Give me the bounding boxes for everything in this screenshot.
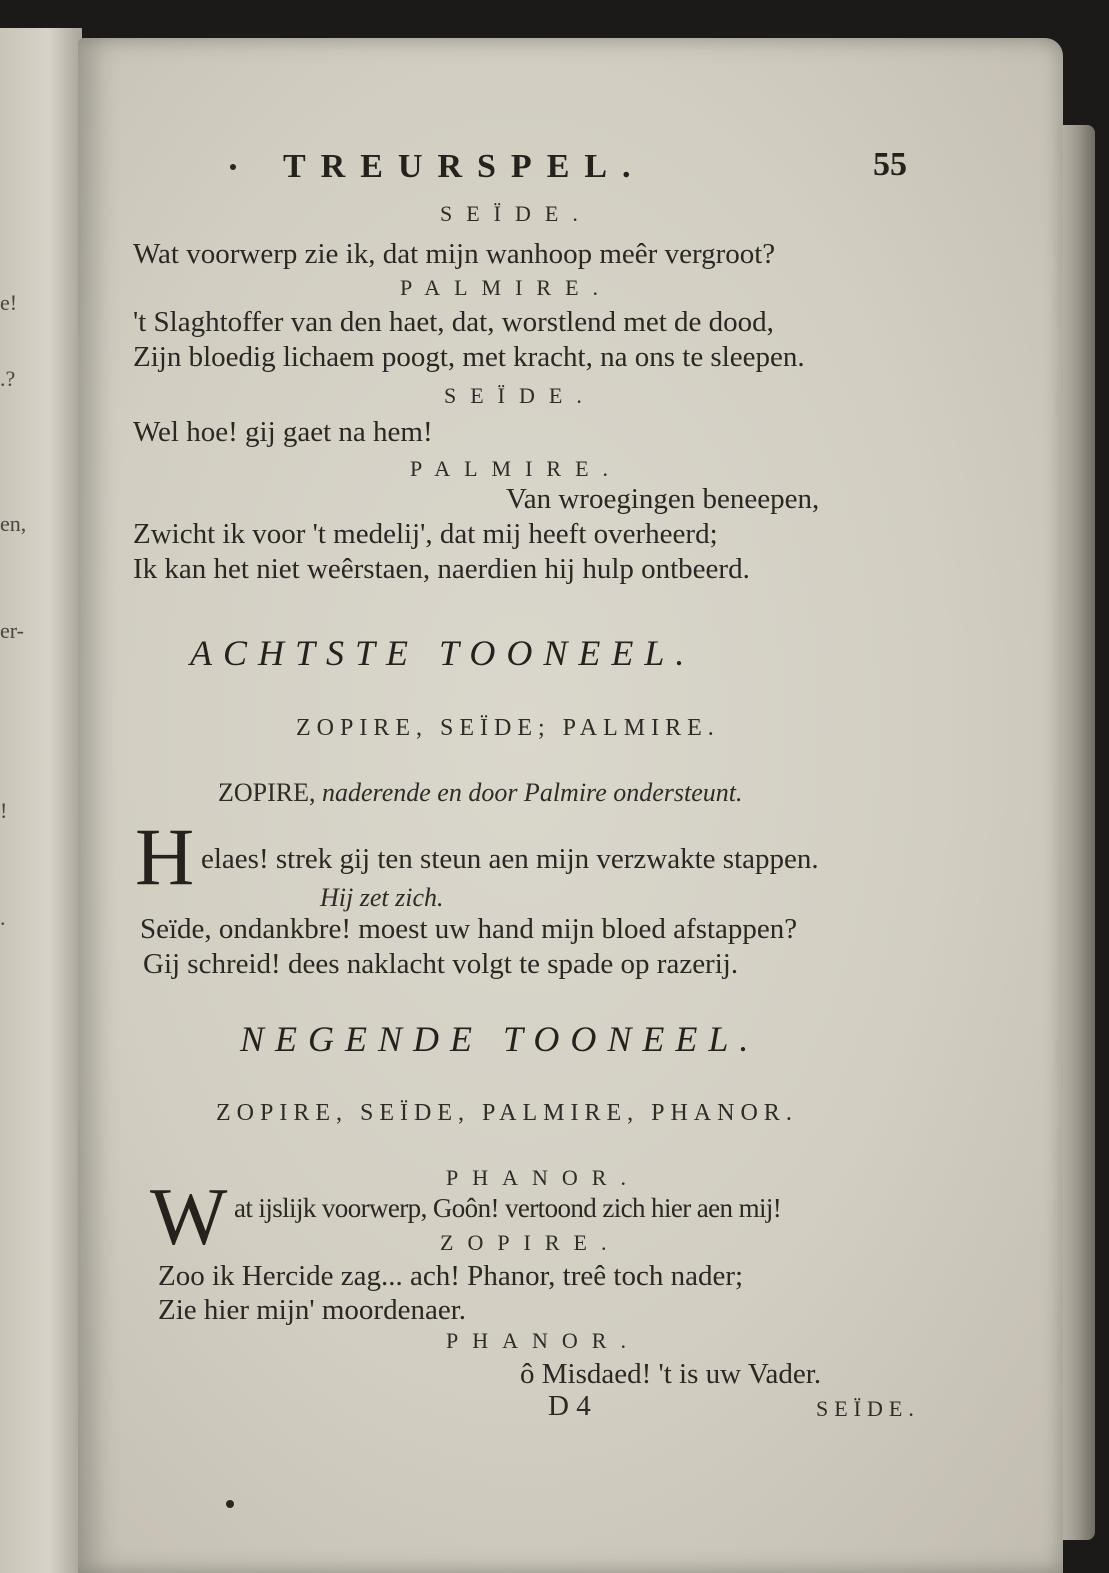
verse-line: Wat voorwerp zie ik, dat mijn wanhoop meêr vergroot? <box>133 238 776 270</box>
verse-line: Zie hier mijn' moordenaer. <box>158 1294 467 1326</box>
verse-line: 't Slaghtoffer van den haet, dat, worstlend met de dood, <box>133 306 774 338</box>
running-title: TREURSPEL. <box>283 148 646 185</box>
stage-direction <box>320 883 444 913</box>
verse-line: Wel hoe! gij gaet na hem! <box>133 416 433 448</box>
scene-title: NEGENDE TOONEEL. <box>240 1019 760 1059</box>
signature-mark: D 4 <box>548 1390 591 1422</box>
page-number: 55 <box>873 146 907 183</box>
drop-cap: W <box>150 1171 228 1262</box>
direction-speaker: ZOPIRE, <box>218 778 316 807</box>
direction-text: Hij zet zich. <box>320 883 444 912</box>
stage-direction <box>218 778 743 808</box>
direction-text: naderende en door Palmire ondersteunt. <box>322 778 743 807</box>
left-page-fragment: . <box>0 905 6 930</box>
left-page-fragment: ! <box>0 798 8 823</box>
left-page-fragment: er- <box>0 618 24 643</box>
book-page <box>78 38 1063 1573</box>
speaker-label: PALMIRE. <box>400 275 613 300</box>
speaker-label: SEÏDE. <box>444 383 596 408</box>
verse-line: Van wroegingen beneepen, <box>506 483 820 515</box>
verse-line: Zoo ik Hercide zag... ach! Phanor, treê toch nader; <box>158 1260 744 1292</box>
drop-cap: H <box>135 811 195 902</box>
speaker-label: SEÏDE. <box>440 201 592 226</box>
verse-line: elaes! strek gij ten steun aen mijn verzwakte stappen. <box>201 843 819 875</box>
speaker-label: ZOPIRE. <box>440 1230 621 1255</box>
scene-title: ACHTSTE TOONEEL. <box>190 633 696 673</box>
verse-line: ô Misdaed! 't is uw Vader. <box>520 1358 822 1390</box>
speaker-label: PHANOR. <box>446 1328 640 1353</box>
left-page-edge <box>0 28 82 1573</box>
left-page-fragment: .? <box>0 366 16 391</box>
verse-line: Gij schreid! dees naklacht volgt te spade op razerij. <box>143 948 739 980</box>
left-page-fragment: e! <box>0 290 18 315</box>
cast-list: ZOPIRE, SEÏDE, PALMIRE, PHANOR. <box>216 1100 798 1126</box>
cast-list: ZOPIRE, SEÏDE; PALMIRE. <box>296 715 720 741</box>
catchword: SEÏDE. <box>816 1396 920 1421</box>
speaker-label: PHANOR. <box>446 1165 640 1190</box>
verse-line: at ijslijk voorwerp, Goôn! vertoond zich hier aen mij! <box>234 1193 782 1223</box>
verse-line: Zijn bloedig lichaem poogt, met kracht, na ons te sleepen. <box>133 341 805 373</box>
verse-line: Ik kan het niet weêrstaen, naerdien hij hulp ontbeerd. <box>133 553 750 585</box>
speaker-label: PALMIRE. <box>410 456 623 481</box>
verse-line: Seïde, ondankbre! moest uw hand mijn bloed afstappen? <box>140 913 798 945</box>
ornament-dot <box>230 164 236 170</box>
left-page-fragment: en, <box>0 511 27 536</box>
ink-spot <box>226 1500 234 1508</box>
verse-line: Zwicht ik voor 't medelij', dat mij heeft overheerd; <box>133 518 718 550</box>
